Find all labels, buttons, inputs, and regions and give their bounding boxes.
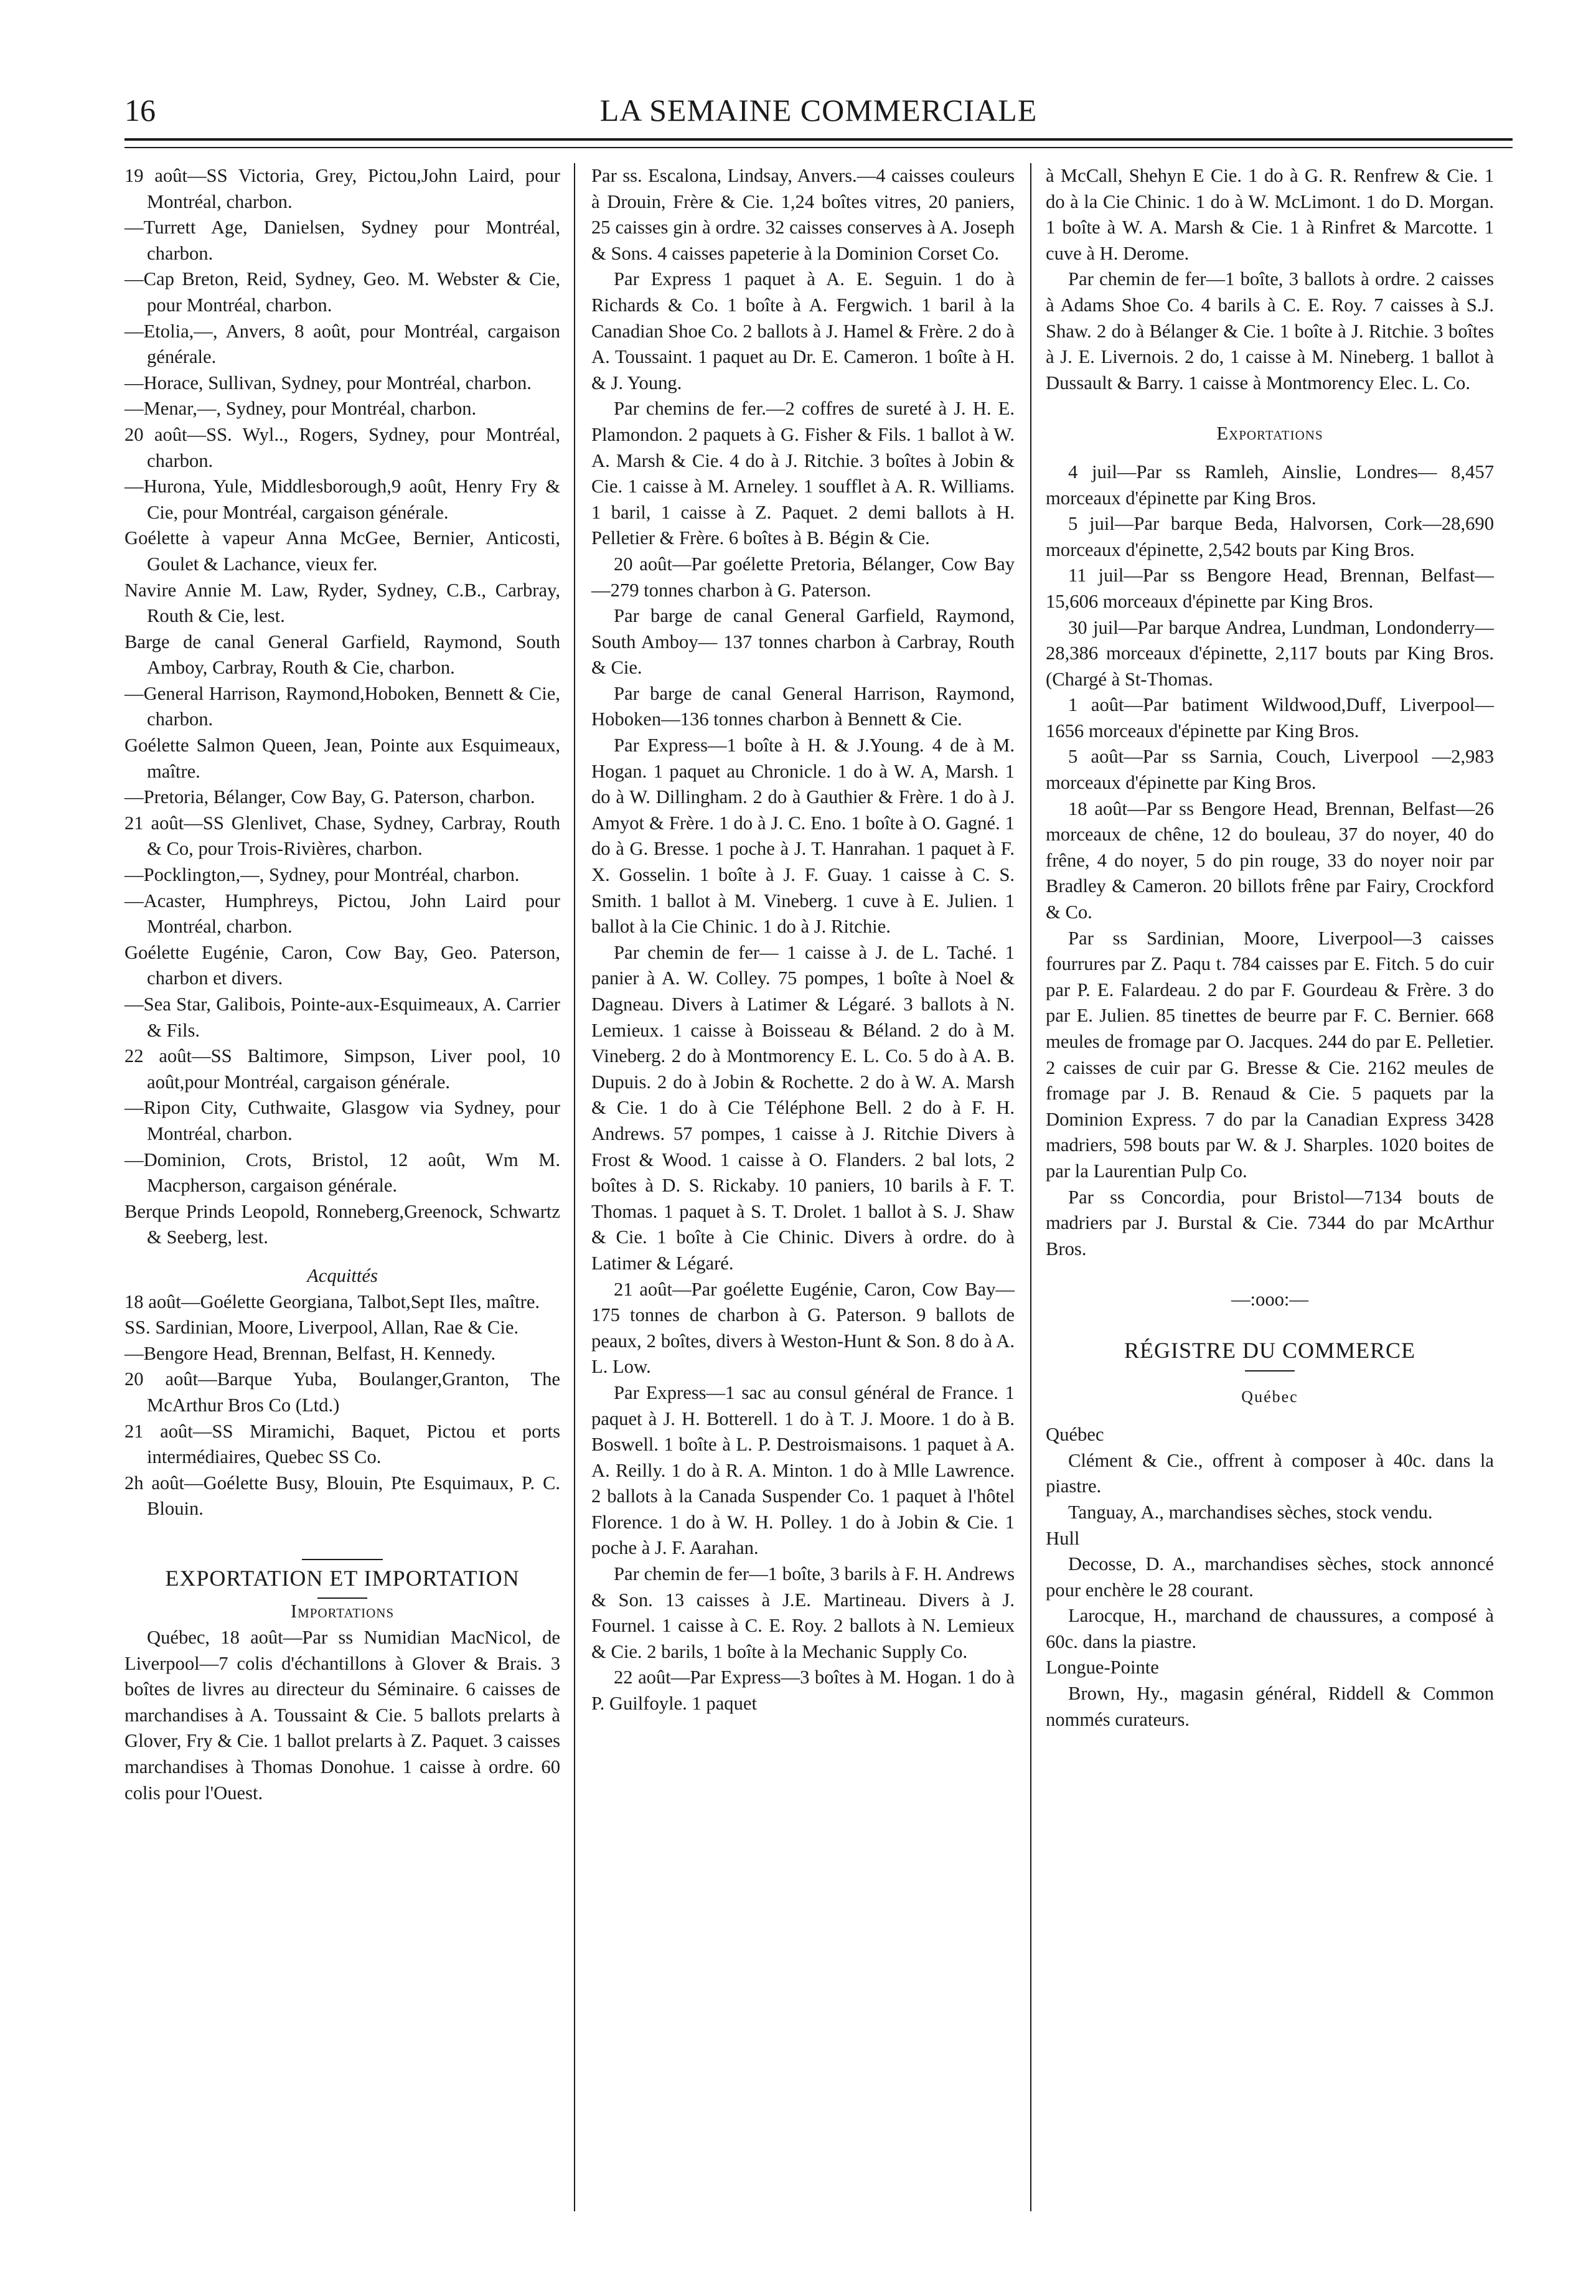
arrival-entry: 22 août—SS Baltimore, Simpson, Liver pool, 10 août,pour Montréal, cargaison générale. <box>124 1045 560 1093</box>
import-paragraph: Par chemins de fer.—2 coffres de sureté à J. H. E. Plamondon. 2 paquets à G. Fisher & Fils. 1 ballot à W. A. Marsh & Cie. 4 do à J. Ritchie. 3 boîtes à Jobin & Cie. 1 caisse à M. Arneley. 1 soufflet à A. R. Williams. 1 baril, 1 caisse à Z. Paquet. 2 demi ballots à H. Pelletier & Frère. 6 boîtes à B. Bégin & Cie. <box>591 398 1015 549</box>
page-header <box>124 92 1513 129</box>
arrival-entry: —Turrett Age, Danielsen, Sydney pour Montréal, charbon. <box>124 217 560 264</box>
import-paragraph: Par chemin de fer—1 boîte, 3 barils à F. H. Andrews & Son. 13 caisses à J.E. Martineau. Divers à J. Fournel. 1 caisse à C. E. Roy. 2 ballots à N. Lemieux & Cie. 2 barils, 1 boîte à la Mechanic Supply Co. <box>591 1563 1015 1662</box>
separator-ornament: —:ooo:— <box>1231 1289 1309 1310</box>
arrival-entry: —Acaster, Humphreys, Pictou, John Laird pour Montréal, charbon. <box>124 890 560 938</box>
importations-text: Québec, 18 août—Par ss Numidian MacNicol, de Liverpool—7 colis d'échantillons à Glover & Brais. 3 boîtes de livres au directeur du Séminaire. 6 caisses de marchandises à A. Toussaint & Cie. 5 ballots prelarts à Glover, Fry & Cie. 1 ballot prelarts à Z. Paquet. 3 caisses marchandises à Thomas Donohue. 1 caisse à ordre. 60 colis pour l'Ouest. <box>124 1627 560 1804</box>
arrival-entry: —Sea Star, Galibois, Pointe-aux-Esquimeaux, A. Carrier & Fils. <box>124 994 560 1041</box>
exportations-list <box>1046 459 1494 1262</box>
import-paragraph: 22 août—Par Express—3 boîtes à M. Hogan. 1 do à P. Guilfoyle. 1 paquet <box>591 1667 1015 1715</box>
column-right <box>1046 163 1494 1733</box>
acquittes-heading: Acquittés <box>307 1264 378 1286</box>
acquitte-entry: —Bengore Head, Brennan, Belfast, H. Kennedy. <box>124 1342 496 1364</box>
registre-subheading: Québec <box>1241 1387 1298 1406</box>
importations-continued <box>591 163 1015 1717</box>
registre-entry: Brown, Hy., magasin général, Riddell & Common nommés curateurs. <box>1046 1683 1494 1730</box>
chemin-de-fer-text: Par chemin de fer—1 boîte, 3 ballots à ordre. 2 caisses à Adams Shoe Co. 4 barils à C. E. Roy. 7 caisses à S.J. Shaw. 2 do à Bélanger & Cie. 1 boîte à J. Ritchie. 3 boîtes à J. E. Livernois. 2 do, 1 caisse à M. Nineberg. 1 ballot à Dussault & Barry. 1 caisse à Montmorency Elec. L. Co. <box>1046 268 1494 393</box>
arrival-entry: 19 août—SS Victoria, Grey, Pictou,John Laird, pour Montréal, charbon. <box>124 165 560 212</box>
acquittes-list <box>124 1289 560 1522</box>
export-entry: 5 juil—Par barque Beda, Halvorsen, Cork—28,690 morceaux d'épinette, 2,542 bouts par King Bros. <box>1046 513 1494 560</box>
arrival-entry: Barge de canal General Garfield, Raymond, South Amboy, Carbray, Routh & Cie, charbon. <box>124 631 560 679</box>
export-entry: 18 août—Par ss Bengore Head, Brennan, Belfast—26 morceaux de chêne, 12 do bouleau, 37 do noyer, 40 do frêne, 4 do noyer, 5 do pin rouge, 33 do noyer noir par Bradley & Cameron. 20 billots frêne par Fairy, Crockford & Co. <box>1046 797 1494 923</box>
exportations-heading: Exportations <box>1216 423 1323 445</box>
arrival-entry: —Ripon City, Cuthwaite, Glasgow via Sydney, pour Montréal, charbon. <box>124 1097 560 1144</box>
arrival-entry: Berque Prinds Leopold, Ronneberg,Greenock, Schwartz & Seeberg, lest. <box>124 1200 560 1248</box>
acquitte-entry: 21 août—SS Miramichi, Baquet, Pictou et ports intermédiaires, Quebec SS Co. <box>124 1420 560 1468</box>
import-paragraph: Par chemin de fer— 1 caisse à J. de L. Taché. 1 panier à A. W. Colley. 75 pompes, 1 boîte à Noel & Dagneau. Divers à Latimer & Légaré. 3 ballots à N. Lemieux. 1 caisse à Boisseau & Béland. 2 do à M. Vineberg. 2 do à Montmorency E. L. Co. 5 do à A. B. Dupuis. 2 do à Jobin & Rochette. 2 do à W. A. Marsh & Cie. 1 do à Cie Téléphone Bell. 2 do à F. H. Andrews. 57 pompes, 1 caisse à J. Ritchie Divers à Frost & Wood. 1 caisse à O. Flanders. 2 bal lots, 2 boîtes à D. S. Rickaby. 10 paniers, 10 barils à F. T. Thomas. 1 paquet à S. T. Drolet. 1 ballot à S. J. Shaw & Cie. 1 boîte à Cie Chinic. Divers à ordre. do à Latimer & Légaré. <box>591 941 1015 1274</box>
export-entry: 1 août—Par batiment Wildwood,Duff, Liverpool—1656 morceaux d'épinette par King Bros. <box>1046 694 1494 741</box>
acquitte-entry: SS. Sardinian, Moore, Liverpool, Allan, Rae & Cie. <box>124 1317 519 1339</box>
acquitte-entry: 20 août—Barque Yuba, Boulanger,Granton, The McArthur Bros Co (Ltd.) <box>124 1368 560 1416</box>
import-paragraph: Par barge de canal General Garfield, Raymond, South Amboy— 137 tonnes charbon à Carbray, Routh & Cie. <box>591 605 1015 679</box>
export-entry: 4 juil—Par ss Ramleh, Ainslie, Londres— 8,457 morceaux d'épinette par King Bros. <box>1046 461 1494 509</box>
arrival-entry: 21 août—SS Glenlivet, Chase, Sydney, Carbray, Routh & Co, pour Trois-Rivières, charbon. <box>124 812 560 860</box>
arrival-entry: 20 août—SS. Wyl.., Rogers, Sydney, pour Montréal, charbon. <box>124 423 560 471</box>
arrival-entry: —Dominion, Crots, Bristol, 12 août, Wm M. Macpherson, cargaison générale. <box>124 1149 560 1197</box>
arrival-entry: Goélette Eugénie, Caron, Cow Bay, Geo. Paterson, charbon et divers. <box>124 941 560 989</box>
export-entry: Par ss Sardinian, Moore, Liverpool—3 caisses fourrures par Z. Paqu t. 784 caisses par E. Fitch. 5 do cuir par P. E. Falardeau. 2 do par F. Gourdeau & Frère. 3 do par E. Julien. 85 tinettes de beurre par F. C. Bernier. 668 meules de fromage par O. Jacques. 244 do par E. Pelletier. 2 caisses de cuir par G. Bresse & Cie. 2162 meules de fromage par J. B. Renaud & Cie. 5 paquets par la Dominion Express. 7 do par la Canadian Express 3428 madriers, 598 bouts par W. & J. Sharples. 1020 boites de par la Laurentian Pulp Co. <box>1046 927 1494 1182</box>
import-paragraph: Par Express 1 paquet à A. E. Seguin. 1 do à Richards & Co. 1 boîte à A. Fergwich. 1 baril à la Canadian Shoe Co. 2 ballots à J. Hamel & Frère. 2 do à A. Toussaint. 1 paquet au Dr. E. Cameron. 1 boîte à H. & J. Young. <box>591 268 1015 393</box>
registre-entry: Clément & Cie., offrent à composer à 40c. dans la piastre. <box>1046 1449 1494 1497</box>
city-heading: Longue-Pointe <box>1046 1657 1159 1678</box>
arrival-entry: Goélette à vapeur Anna McGee, Bernier, Anticosti, Goulet & Lachance, vieux fer. <box>124 527 560 575</box>
registre-title: RÉGISTRE DU COMMERCE <box>1124 1337 1416 1363</box>
column-divider <box>1030 163 1031 2211</box>
import-paragraph: Par barge de canal General Harrison, Raymond, Hoboken—136 tonnes charbon à Bennett & Cie. <box>591 682 1015 730</box>
page-number: 16 <box>124 93 156 128</box>
arrival-entry: —Cap Breton, Reid, Sydney, Geo. M. Webster & Cie, pour Montréal, charbon. <box>124 268 560 316</box>
column-divider <box>574 163 575 2211</box>
registre-entry: Tanguay, A., marchandises sèches, stock vendu. <box>1068 1501 1433 1523</box>
city-heading: Québec <box>1046 1424 1104 1446</box>
export-entry: 30 juil—Par barque Andrea, Lundman, Londonderry— 28,386 morceaux d'épinette, 2,117 bouts par King Bros. (Chargé à St-Thomas. <box>1046 616 1494 690</box>
arrival-entry: —Etolia,—, Anvers, 8 août, pour Montréal, cargaison générale. <box>124 320 560 368</box>
arrival-entry: —Hurona, Yule, Middlesborough,9 août, Henry Fry & Cie, pour Montréal, cargaison générale. <box>124 476 560 523</box>
arrival-entry: Navire Annie M. Law, Ryder, Sydney, C.B., Carbray, Routh & Cie, lest. <box>124 579 560 627</box>
city-heading: Hull <box>1046 1527 1080 1549</box>
header-rule-thick <box>124 138 1513 141</box>
arrivals-list <box>124 163 560 1251</box>
importations-heading: Importations <box>290 1601 395 1622</box>
import-continued-text: à McCall, Shehyn E Cie. 1 do à G. R. Renfrew & Cie. 1 do à la Cie Chinic. 1 do à W. McLimont. 1 do D. Morgan. 1 boîte à W. A. Marsh & Cie. 1 à Rinfret & Marcotte. 1 cuve à H. Derome. <box>1046 165 1494 264</box>
publication-title: LA SEMAINE COMMERCIALE <box>599 93 1038 128</box>
export-entry: Par ss Concordia, pour Bristol—7134 bouts de madriers par J. Burstal & Cie. 7344 do par McArthur Bros. <box>1046 1186 1494 1259</box>
registre-entry: Larocque, H., marchand de chaussures, a composé à 60c. dans la piastre. <box>1046 1605 1494 1652</box>
header-rule-thin <box>124 147 1513 148</box>
import-paragraph: Par Express—1 sac au consul général de France. 1 paquet à J. H. Botterell. 1 do à T. J. Moore. 1 do à B. Boswell. 1 boîte à L. P. Destroismaisons. 1 paquet à A. A. Reilly. 1 do à R. A. Minton. 1 do à Mlle Lawrence. 2 ballots à la Canada Suspender Co. 1 paquet à l'hôtel Florence. 1 do à W. H. Polley. 1 do à Jobin & Cie. 1 poche à J. F. Aarahan. <box>591 1381 1015 1559</box>
import-paragraph: Par ss. Escalona, Lindsay, Anvers.—4 caisses couleurs à Drouin, Frère & Cie. 1,24 boîtes vitres, 20 paniers, 25 caisses gin à ordre. 32 caisses conserves à A. Joseph & Sons. 4 caisses papeterie à la Dominion Corset Co. <box>591 165 1015 264</box>
arrival-entry: —Menar,—, Sydney, pour Montréal, charbon. <box>124 398 477 420</box>
arrival-entry: Goélette Salmon Queen, Jean, Pointe aux Esquimeaux, maître. <box>124 735 560 782</box>
column-left <box>124 163 560 1806</box>
export-entry: 5 août—Par ss Sarnia, Couch, Liverpool —2,983 morceaux d'épinette par King Bros. <box>1046 746 1494 794</box>
export-entry: 11 juil—Par ss Bengore Head, Brennan, Belfast—15,606 morceaux d'épinette par King Bros. <box>1046 565 1494 612</box>
import-paragraph: 21 août—Par goélette Eugénie, Caron, Cow Bay—175 tonnes de charbon à G. Paterson. 9 ballots de peaux, 2 boîtes, divers à Weston-Hunt & Son. 8 do à A. L. Low. <box>591 1278 1015 1378</box>
arrival-entry: —Pretoria, Bélanger, Cow Bay, G. Paterson, charbon. <box>124 786 535 808</box>
acquitte-entry: 18 août—Goélette Georgiana, Talbot,Sept Iles, maître. <box>124 1291 540 1312</box>
column-middle <box>591 163 1015 1717</box>
acquitte-entry: 2h août—Goélette Busy, Blouin, Pte Esquimaux, P. C. Blouin. <box>124 1472 560 1520</box>
arrival-entry: —General Harrison, Raymond,Hoboken, Bennett & Cie, charbon. <box>124 682 560 730</box>
arrival-entry: —Pocklington,—, Sydney, pour Montréal, charbon. <box>124 864 520 886</box>
registre-entry: Decosse, D. A., marchandises sèches, stock annoncé pour enchère le 28 courant. <box>1046 1553 1494 1601</box>
import-paragraph: Par Express—1 boîte à H. & J.Young. 4 de à M. Hogan. 1 paquet au Chronicle. 1 do à W. A, Marsh. 1 do à W. Dillingham. 2 do à Gauthier & Frère. 1 do à J. Amyot & Frère. 1 do à J. C. Eno. 1 boîte à O. Gagné. 1 do à G. Bresse. 1 poche à J. T. Hanrahan. 1 paquet à F. X. Gosselin. 1 boîte à J. F. Guay. 1 caisse à C. S. Smith. 1 ballot à M. Vineberg. 1 cuve à E. Julien. 1 ballot à la Cie Chinic. 1 do à J. Ritchie. <box>591 735 1015 938</box>
import-paragraph: 20 août—Par goélette Pretoria, Bélanger, Cow Bay—279 tonnes charbon à G. Paterson. <box>591 553 1015 601</box>
ornament-divider <box>302 1547 383 1566</box>
arrival-entry: —Horace, Sullivan, Sydney, pour Montréal, charbon. <box>124 372 532 393</box>
section-title: EXPORTATION ET IMPORTATION <box>165 1565 520 1591</box>
